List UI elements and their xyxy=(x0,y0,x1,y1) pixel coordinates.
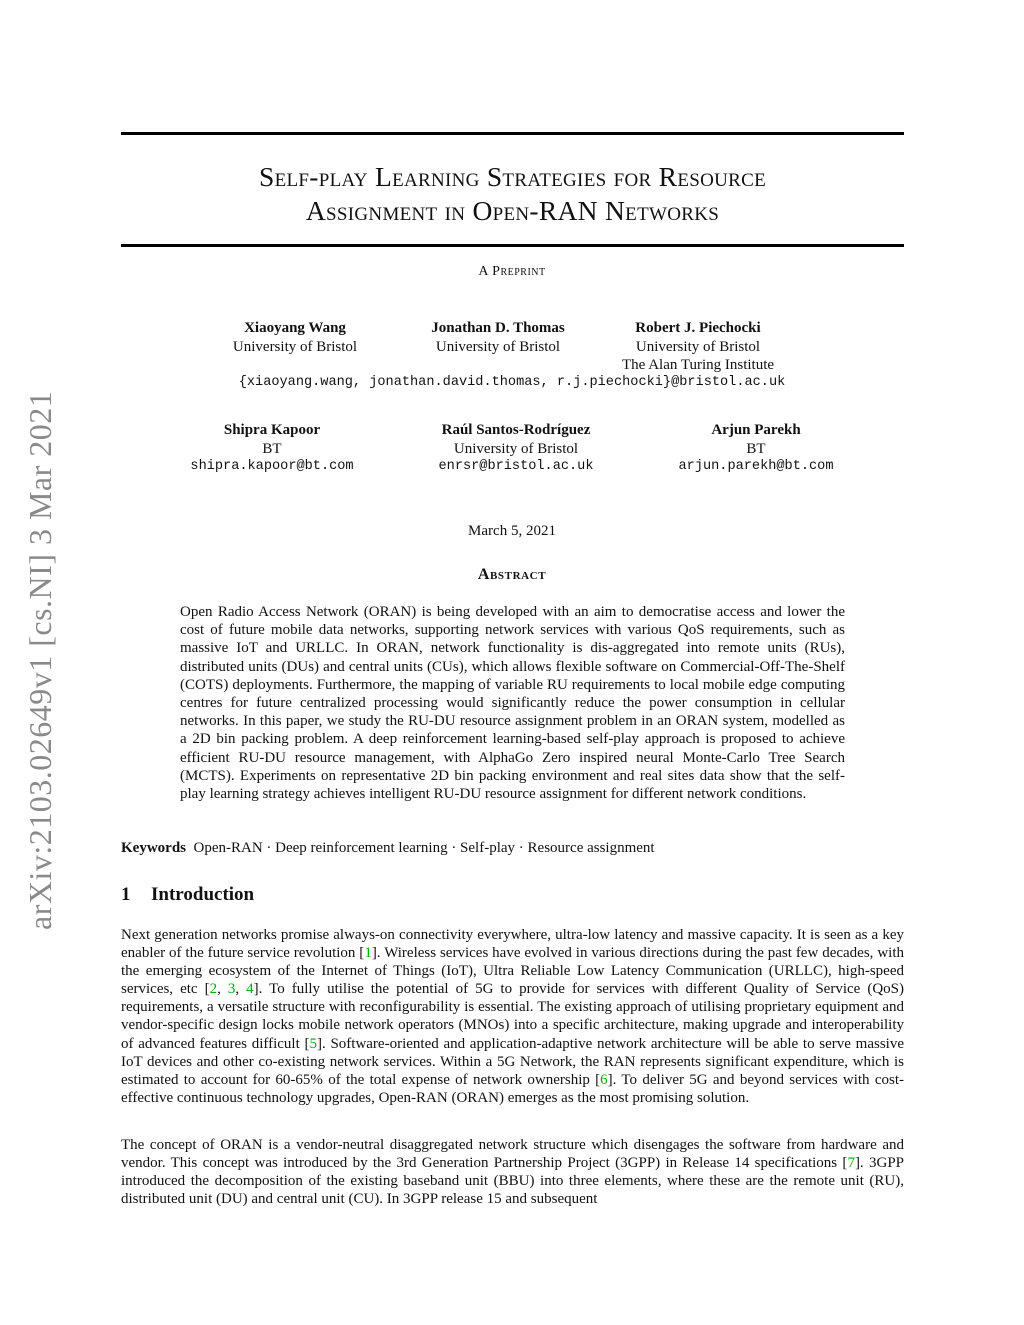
author-name: Shipra Kapoor xyxy=(223,422,321,438)
author-block xyxy=(172,421,372,477)
author-affiliation: The Alan Turing Institute xyxy=(621,357,775,373)
citation-link[interactable]: 1 xyxy=(364,945,372,962)
author-block xyxy=(656,421,856,477)
citation-link[interactable]: 5 xyxy=(309,1035,317,1052)
author-affiliation: University of Bristol xyxy=(635,338,761,355)
author-block xyxy=(396,421,636,477)
keywords-list: Open-RAN · Deep reinforcement learning · Self-play · Resource assignment xyxy=(193,840,655,856)
author-affiliation: University of Bristol xyxy=(453,440,579,457)
arxiv-sidebar-stamp: arXiv:2103.02649v1 [cs.NI] 3 Mar 2021 xyxy=(22,390,58,930)
paragraph-text: The concept of ORAN is a vendor-neutral disaggregated network structure which disengages the software from hardware and vendor. This concept was introduced by the 3rd Generation Partnership Project (3GPP) in Release 14 specifications [ xyxy=(121,1137,904,1172)
author-name: Arjun Parekh xyxy=(711,422,801,438)
author-affiliation: BT xyxy=(262,440,282,457)
paragraph-text: , xyxy=(235,981,247,998)
author-name: Jonathan D. Thomas xyxy=(431,320,565,336)
paragraph-text: ]. Software-oriented and application-adaptive network architecture will be able to serve massive IoT devices and other co-existing network services. Within a 5G Network, the RAN represents significant expenditure, which is estimated to account for 60-65% of the total expense of network ownership [ xyxy=(121,1035,904,1088)
citation-link[interactable]: 3 xyxy=(227,981,236,998)
keywords-label: Keywords xyxy=(121,840,186,856)
author-email: enrsr@bristol.ac.uk xyxy=(438,459,594,474)
citation-link[interactable]: 7 xyxy=(847,1155,855,1172)
publication-date: March 5, 2021 xyxy=(468,523,556,539)
section-number: 1 xyxy=(121,884,131,905)
section-title: Introduction xyxy=(151,884,255,905)
citation-link[interactable]: 6 xyxy=(600,1071,608,1088)
paragraph-text: ]. To deliver 5G and beyond services with cost-effective continuous technology upgrades, Open-RAN (ORAN) emerges as the most promising solution. xyxy=(121,1071,904,1106)
author-emails: {xiaoyang.wang, jonathan.david.thomas, r.j.piechocki}@bristol.ac.uk xyxy=(238,375,786,390)
paragraph-text: , xyxy=(217,981,228,998)
citation-link[interactable]: 4 xyxy=(246,981,254,998)
paper-title xyxy=(121,160,904,228)
paragraph-text: ]. To fully utilise the potential of 5G to provide for services with different Quality of Service (QoS) requirements, a versatile structure with reconfigurability is essential. The existing approach of utilising proprietary equipment and vendor-specific design locks mobile network operators (MNOs) into a specific architecture, making upgrade and interoperability of advanced features difficult [ xyxy=(121,981,904,1052)
author-email: shipra.kapoor@bt.com xyxy=(190,459,354,474)
intro-paragraph-1 xyxy=(121,926,904,1107)
author-email: arjun.parekh@bt.com xyxy=(678,459,834,474)
title-line-1: Self-play Learning Strategies for Resource xyxy=(259,161,766,192)
author-block xyxy=(195,319,395,356)
author-affiliation: University of Bristol xyxy=(232,338,358,355)
paragraph-text: ]. Wireless services have evolved in various directions during the past few decades, with the emerging ecosystem of the Internet of Things (IoT), Ultra Reliable Low Latency Communication (URLLC), high-speed services, etc [ xyxy=(121,945,904,998)
preprint-label: A Preprint xyxy=(478,264,546,279)
title-bottom-rule xyxy=(121,244,904,247)
title-line-2: Assignment in Open-RAN Networks xyxy=(305,195,720,226)
intro-paragraph-2 xyxy=(121,1136,904,1208)
citation-link[interactable]: 2 xyxy=(209,981,218,998)
author-block xyxy=(598,319,798,375)
abstract-heading: Abstract xyxy=(477,566,547,583)
author-name: Xiaoyang Wang xyxy=(244,320,346,336)
author-affiliation: BT xyxy=(746,440,766,457)
author-name: Raúl Santos-Rodríguez xyxy=(441,422,591,438)
section-heading xyxy=(121,884,254,906)
author-name: Robert J. Piechocki xyxy=(635,320,761,336)
author-block xyxy=(398,319,598,356)
abstract-text: Open Radio Access Network (ORAN) is being developed with an aim to democratise access and lower the cost of future mobile data networks, supporting network services with various QoS requirements, such as massive IoT and URLLC. In ORAN, network functionality is dis-aggregated into remote units (RUs), distributed units (DUs) and central units (CUs), which allows flexible software on Commercial-Off-The-Shelf (COTS) deployments. Furthermore, the mapping of variable RU requirements to local mobile edge computing centres for future centralized processing would significantly reduce the power consumption in cellular networks. In this paper, we study the RU-DU resource assignment problem in an ORAN system, modelled as a 2D bin packing problem. A deep reinforcement learning-based self-play approach is proposed to achieve efficient RU-DU resource management, with AlphaGo Zero inspired neural Monte-Carlo Tree Search (MCTS). Experiments on representative 2D bin packing environment and real sites data show that the self-play learning strategy achieves intelligent RU-DU resource assignment for different network conditions. xyxy=(180,604,845,803)
author-affiliation: University of Bristol xyxy=(435,338,561,355)
paragraph-text: Next generation networks promise always-on connectivity everywhere, ultra-low latency and massive capacity. It is seen as a key enabler of the future service revolution [ xyxy=(121,927,904,962)
title-top-rule xyxy=(121,132,904,135)
paragraph-text: ]. 3GPP introduced the decomposition of the existing baseband unit (BBU) into three elements, where these are the remote unit (RU), distributed unit (DU) and central unit (CU). In 3GPP release 15 and subsequent xyxy=(121,1155,904,1208)
keywords-line xyxy=(121,840,655,857)
